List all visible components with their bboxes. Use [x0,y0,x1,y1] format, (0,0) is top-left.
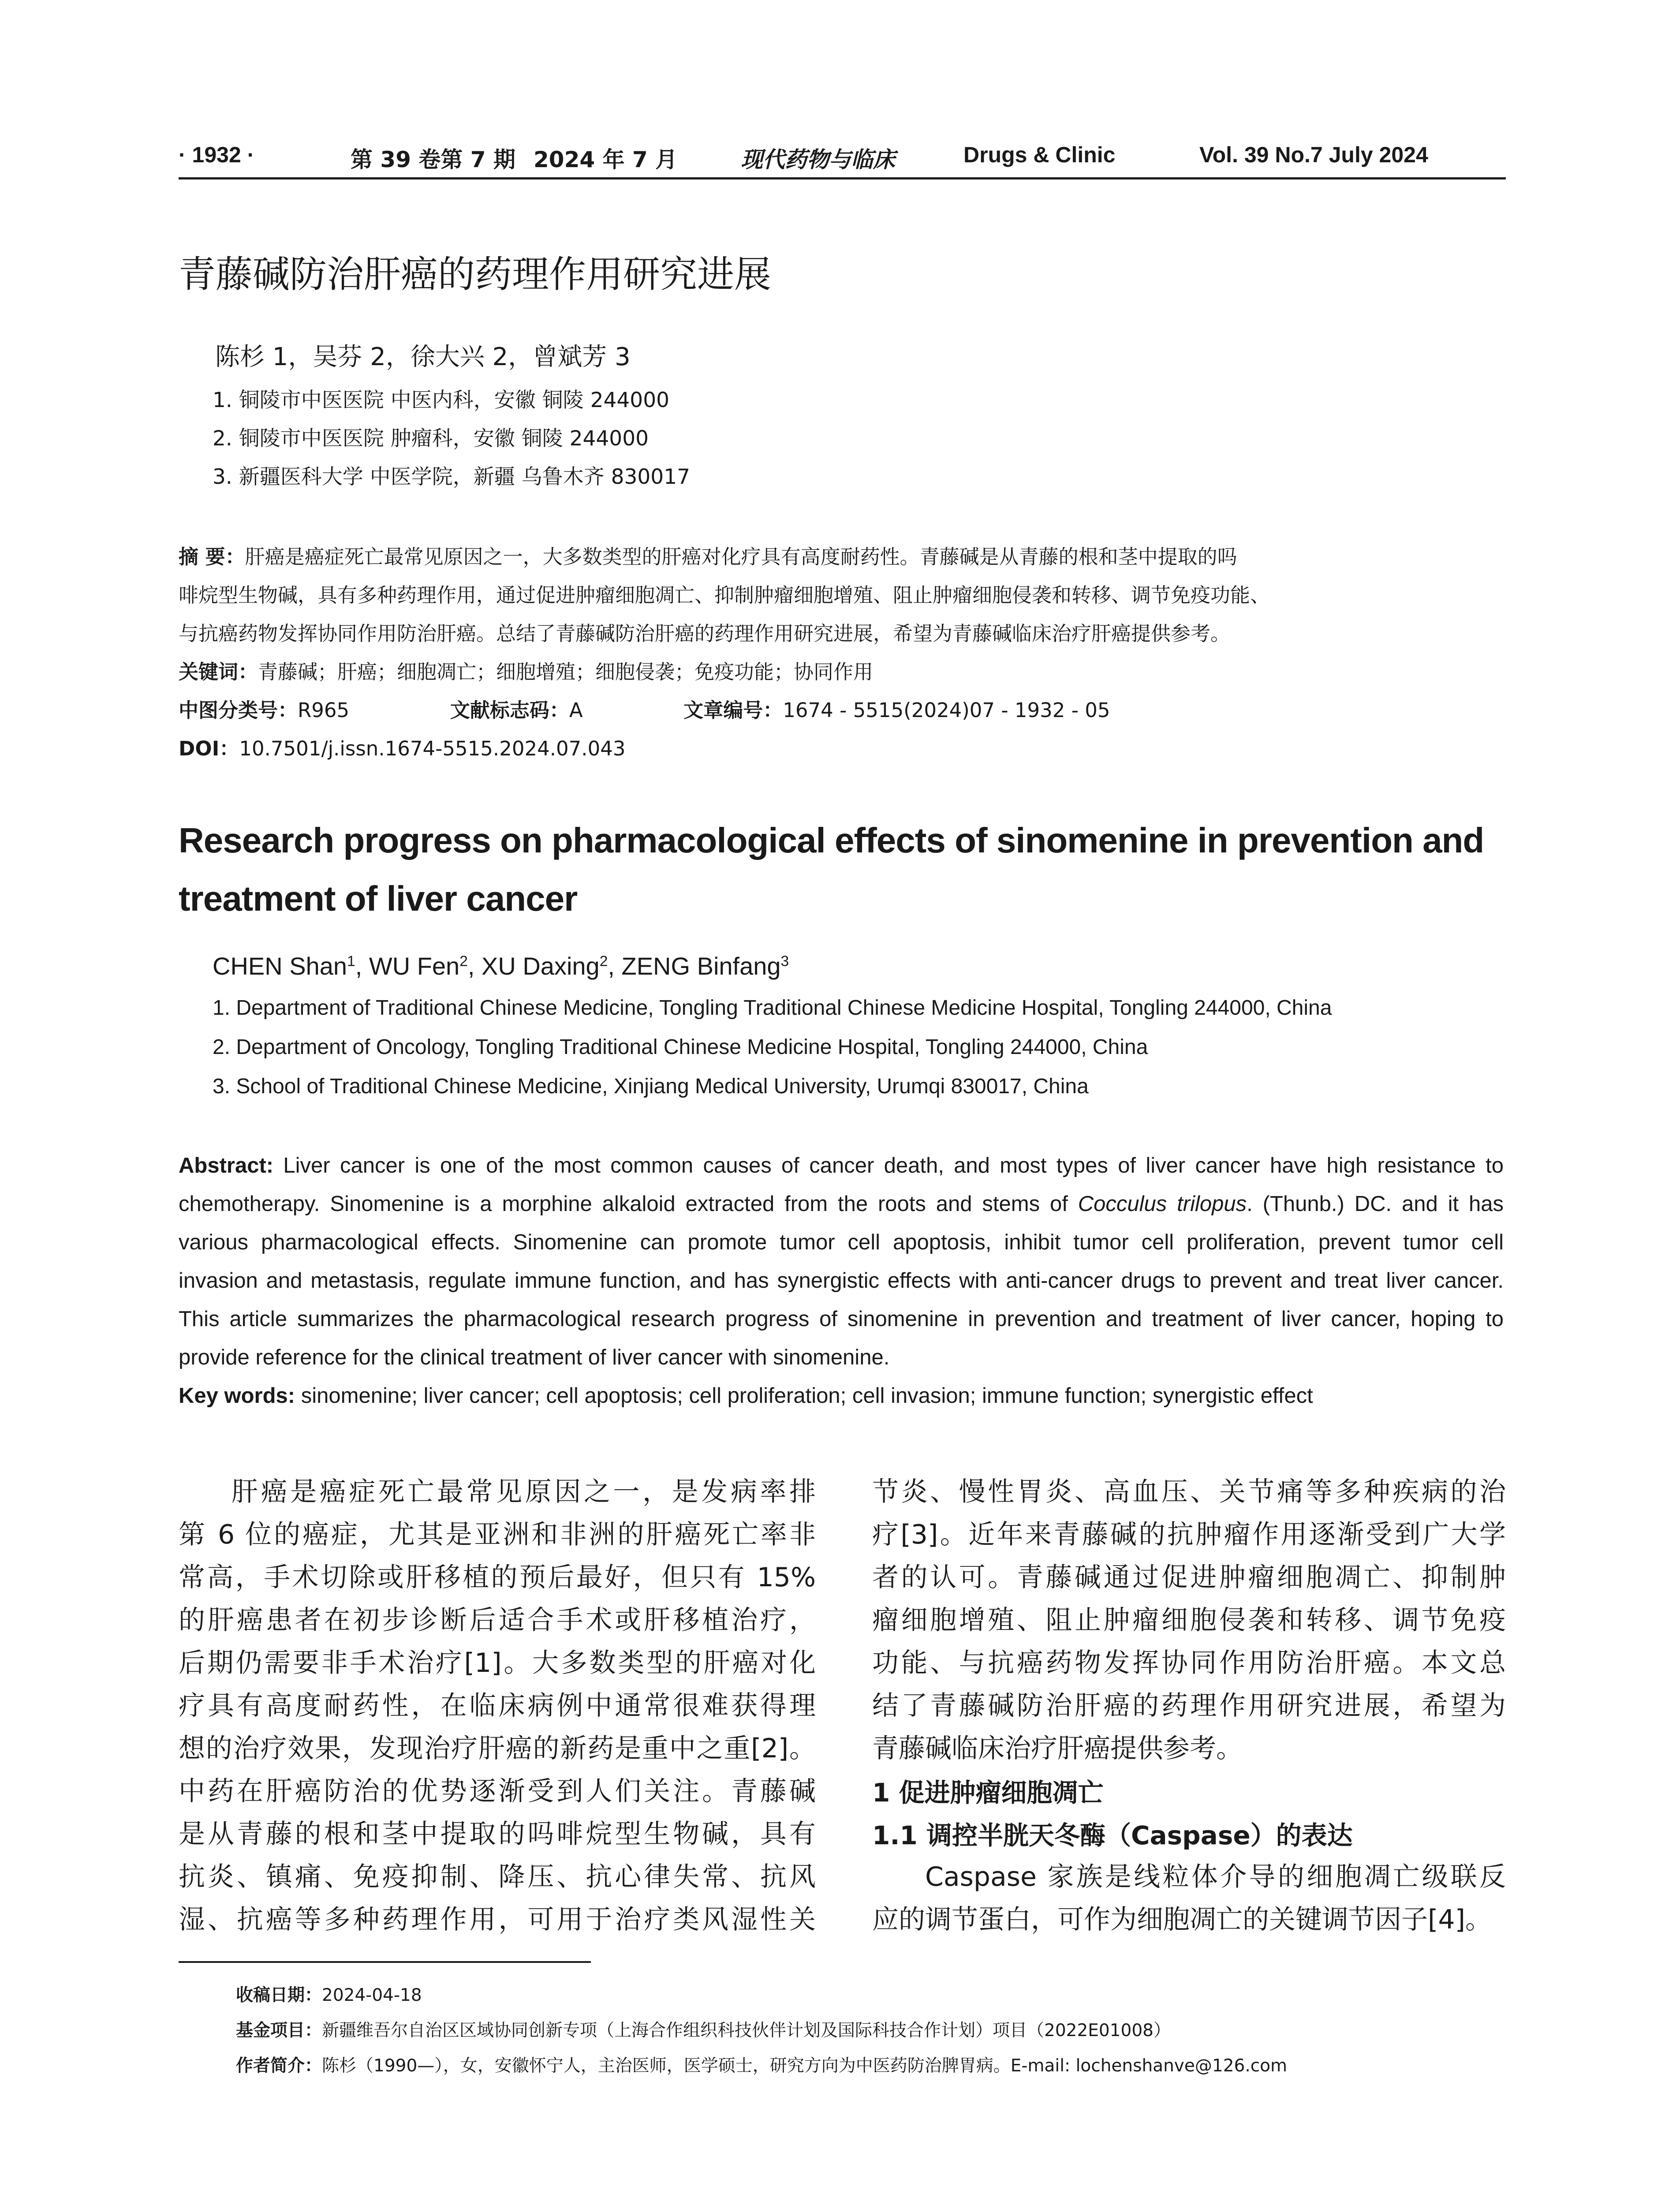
body-right-line-4: 瘤细胞增殖、阻止肿瘤细胞侵袭和转移、调节免疫 [872,1605,1506,1636]
affiliation-en-2: 2. Department of Oncology, Tongling Traditional Chinese Medicine Hospital, Tongling 244000, China [213,1035,1148,1059]
body-left-line-8: 中药在肝癌防治的优势逐渐受到人们关注。青藤碱 [179,1776,816,1807]
keywords-cn-label: 关键词： [179,660,258,684]
volume-issue-en: Vol. 39 No.7 July 2024 [1199,142,1428,167]
keywords-cn: 关键词：青藤碱；肝癌；细胞凋亡；细胞增殖；细胞侵袭；免疫功能；协同作用 [179,660,874,684]
section-heading-1: 1 促进肿瘤细胞凋亡 [872,1778,1104,1808]
clc-number: R965 [298,699,350,722]
abstract-en-line-4: invasion and metastasis, regulate immune function, and has synergistic effects with anti-cancer drugs to prevent and treat liver cancer. [179,1269,1504,1293]
abstract-cn-line-2: 啡烷型生物碱，具有多种药理作用，通过促进肿瘤细胞凋亡、抑制肿瘤细胞增殖、阻止肿瘤细胞侵袭和转移、调节免疫功能、 [179,583,1270,607]
volume-issue-cn: 第 39 卷第 7 期 [351,147,515,172]
journal-name-cn: 现代药物与临床 [741,147,895,172]
affiliation-cn-1: 1. 铜陵市中医医院 中医内科，安徽 铜陵 244000 [213,388,670,412]
abstract-cn-line-1: 摘 要：肝癌是癌症死亡最常见原因之一，大多数类型的肝癌对化疗具有高度耐药性。青藤碱是从青藤的根和茎中提取的吗 [179,545,1237,568]
body-left-line-4: 的肝癌患者在初步诊断后适合手术或肝移植治疗， [179,1605,816,1636]
species-name: Cocculus trilopus [1078,1192,1247,1216]
affiliation-cn-3: 3. 新疆医科大学 中医学院，新疆 乌鲁木齐 830017 [213,465,691,489]
body-left-line-10: 抗炎、镇痛、免疫抑制、降压、抗心律失常、抗风 [179,1861,816,1892]
abstract-en-line-2: chemotherapy. Sinomenine is a morphine alkaloid extracted from the roots and stems of Cocculus trilopus. (Thunb.) DC. and it has [179,1192,1504,1216]
body-left-line-1: 肝癌是癌症死亡最常见原因之一，是发病率排 [231,1476,816,1507]
body-left-line-3: 常高，手术切除或肝移植的预后最好，但只有 15% [179,1562,816,1593]
footnote-fund: 基金项目：新疆维吾尔自治区区域协同创新专项（上海合作组织科技伙伴计划及国际科技合作计划）项目（2022E01008） [236,2021,1171,2041]
footnote-received: 收稿日期：2024-04-18 [236,1985,422,2005]
abstract-en-label: Abstract: [179,1154,274,1177]
abstract-cn-label: 摘 要： [179,545,245,568]
page-number: · 1932 · [179,142,255,167]
body-left-line-2: 第 6 位的癌症，尤其是亚洲和非洲的肝癌死亡率非 [179,1519,816,1550]
footnote-author-bio: 作者简介：陈杉（1990—），女，安徽怀宁人，主治医师，医学硕士，研究方向为中医药防治脾胃病。E-mail: lochenshanve@126.com [236,2056,1288,2076]
doi-value: 10.7501/j.issn.1674-5515.2024.07.043 [239,737,626,760]
body-left-line-9: 是从青藤的根和茎中提取的吗啡烷型生物碱，具有 [179,1819,816,1850]
article-title-en: Research progress on pharmacological effects of sinomenine in prevention and treatment of liver cancer [179,821,1484,918]
header-rule [179,177,1506,179]
body-right-line-8: Caspase 家族是线粒体介导的细胞凋亡级联反 [925,1861,1506,1892]
abstract-cn-line-3: 与抗癌药物发挥协同作用防治肝癌。总结了青藤碱防治肝癌的药理作用研究进展，希望为青藤碱临床治疗肝癌提供参考。 [179,622,1231,645]
body-right-line-3: 者的认可。青藤碱通过促进肿瘤细胞凋亡、抑制肿 [872,1562,1506,1593]
authors-en: CHEN Shan$^1$, WU Fen$^2$, XU Daxing$^2$, ZENG Binfang$^3$ [213,952,789,980]
footnote-rule [179,1961,591,1963]
abstract-en-line-5: This article summarizes the pharmacological research progress of sinomenine in prevention and treatment of liver cancer, hoping to [179,1307,1504,1331]
body-right-line-7: 青藤碱临床治疗肝癌提供参考。 [872,1733,1243,1764]
article-number: 1674 - 5515(2024)07 - 1932 - 05 [783,699,1110,722]
authors-cn: 陈杉 1，吴芬 2，徐大兴 2，曾斌芳 3 [215,343,631,371]
body-left-line-7: 想的治疗效果，发现治疗肝癌的新药是重中之重[2]。 [179,1733,816,1764]
body-right-line-5: 功能、与抗癌药物发挥协同作用防治肝癌。本文总 [872,1648,1506,1678]
journal-name-en: Drugs & Clinic [963,142,1116,167]
body-left-line-5: 后期仍需要非手术治疗[1]。大多数类型的肝癌对化 [179,1648,816,1678]
classification-line: 中图分类号：R965 文献标志码：A 文章编号：1674 - 5515(2024)07 - 1932 - 05 [179,699,1110,722]
body-left-line-6: 疗具有高度耐药性，在临床病例中通常很难获得理 [179,1690,816,1721]
article-title-cn: 青藤碱防治肝癌的药理作用研究进展 [179,253,772,296]
body-right-line-6: 结了青藤碱防治肝癌的药理作用研究进展，希望为 [872,1690,1506,1721]
keywords-en: Key words: sinomenine; liver cancer; cell apoptosis; cell proliferation; cell invasion; immune function; synergistic effect [179,1384,1313,1408]
abstract-en-line-6: provide reference for the clinical treatment of liver cancer with sinomenine. [179,1345,890,1369]
document-code: A [569,699,583,722]
section-heading-1-1: 1.1 调控半胱天冬酶（Caspase）的表达 [872,1820,1353,1850]
date-cn: 2024 年 7 月 [534,147,678,172]
affiliation-en-1: 1. Department of Traditional Chinese Medicine, Tongling Traditional Chinese Medicine Hospital, Tongling 244000, China [213,996,1332,1020]
affiliation-en-3: 3. School of Traditional Chinese Medicine, Xinjiang Medical University, Urumqi 830017, China [213,1075,1089,1098]
abstract-en-line-1: Abstract: Liver cancer is one of the most common causes of cancer death, and most types of liver cancer have high resistance to [179,1154,1504,1177]
body-left-line-11: 湿、抗癌等多种药理作用，可用于治疗类风湿性关 [179,1904,816,1935]
affiliation-cn-2: 2. 铜陵市中医医院 肿瘤科，安徽 铜陵 244000 [213,426,649,451]
keywords-en-label: Key words: [179,1384,295,1408]
body-right-line-1: 节炎、慢性胃炎、高血压、关节痛等多种疾病的治 [872,1476,1506,1507]
body-right-line-2: 疗[3]。近年来青藤碱的抗肿瘤作用逐渐受到广大学 [872,1519,1506,1550]
abstract-en-line-3: various pharmacological effects. Sinomenine can promote tumor cell apoptosis, inhibit tumor cell proliferation, prevent tumor cell [179,1230,1504,1254]
doi-line: DOI：10.7501/j.issn.1674-5515.2024.07.043 [179,737,626,760]
body-right-line-9: 应的调节蛋白，可作为细胞凋亡的关键调节因子[4]。 [872,1904,1492,1935]
running-header [179,142,1506,177]
